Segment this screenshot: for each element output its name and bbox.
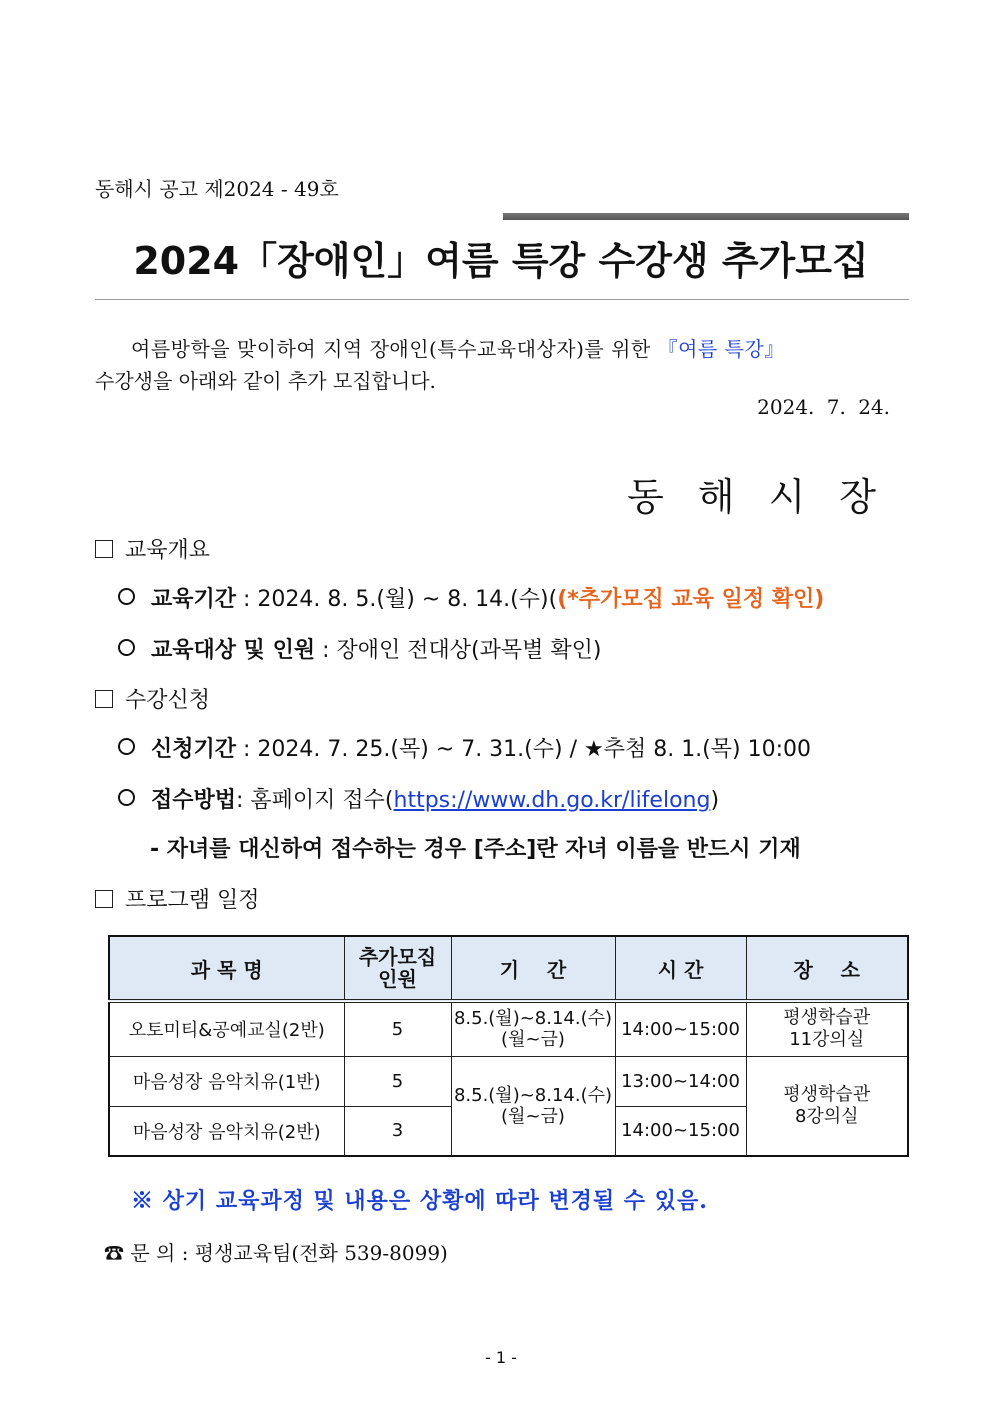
- schedule-table: [108, 935, 909, 1157]
- cell-count: 5: [344, 1056, 451, 1106]
- intro-line1: 여름방학을 맞이하여 지역 장애인(특수교육대상자)를 위한: [131, 337, 658, 361]
- overview-period-note: (*추가모집 교육 일정 확인): [557, 587, 825, 612]
- contact-info: ☎ 문 의 : 평생교육팀(전화 539-8099): [104, 1241, 448, 1265]
- application-period-label: 신청기간: [151, 737, 237, 762]
- header-subject: 과 목 명: [109, 936, 344, 1001]
- circle-bullet-icon: [118, 738, 135, 755]
- section-overview-label: 교육개요: [125, 538, 211, 563]
- intro-paragraph: [95, 333, 925, 397]
- title-accent-bar: [503, 213, 909, 220]
- table-row: [109, 1001, 908, 1056]
- header-period: 기 간: [451, 936, 615, 1001]
- section-application-label: 수강신청: [125, 688, 211, 713]
- checkbox-square-icon: [95, 890, 113, 908]
- overview-target-label: 교육대상 및 인원: [151, 638, 316, 663]
- header-count: 추가모집 인원: [344, 936, 451, 1001]
- cell-place: 평생학습관 11강의실: [746, 1001, 908, 1056]
- header-place: 장 소: [746, 936, 908, 1001]
- circle-bullet-icon: [118, 588, 135, 605]
- cell-time: 13:00~14:00: [615, 1056, 746, 1106]
- issuer-signature: 동해시장: [627, 475, 910, 519]
- application-method-close: ): [710, 788, 720, 813]
- overview-period-label: 교육기간: [151, 587, 237, 612]
- cell-place: 평생학습관 8강의실: [746, 1056, 908, 1156]
- application-method: [118, 783, 719, 814]
- notice-date: 2024. 7. 24.: [757, 395, 890, 419]
- application-period: [118, 732, 811, 763]
- page-number: - 1 -: [485, 1348, 517, 1367]
- section-schedule-heading: [95, 883, 260, 914]
- cell-subject: 마음성장 음악치유(2반): [109, 1106, 344, 1156]
- overview-target-value: : 장애인 전대상(과목별 확인): [315, 638, 602, 663]
- header-time: 시 간: [615, 936, 746, 1001]
- notice-number: 동해시 공고 제2024 - 49호: [95, 177, 339, 201]
- title-divider: [95, 299, 909, 300]
- cell-count: 5: [344, 1001, 451, 1056]
- table-row: [109, 1056, 908, 1106]
- cell-time: 14:00~15:00: [615, 1001, 746, 1056]
- checkbox-square-icon: [95, 540, 113, 558]
- circle-bullet-icon: [118, 789, 135, 806]
- section-overview-heading: [95, 533, 210, 564]
- cell-count: 3: [344, 1106, 451, 1156]
- homepage-link[interactable]: https://www.dh.go.kr/lifelong: [393, 788, 711, 813]
- application-method-label: 접수방법: [151, 788, 237, 813]
- cell-subject: 오토미티&공예교실(2반): [109, 1001, 344, 1056]
- section-application-heading: [95, 683, 210, 714]
- application-period-value: : 2024. 7. 25.(목) ~ 7. 31.(수) / ★추첨 8. 1.(목) 10:00: [236, 737, 811, 762]
- section-schedule-label: 프로그램 일정: [125, 888, 260, 913]
- checkbox-square-icon: [95, 690, 113, 708]
- application-sub-note: - 자녀를 대신하여 접수하는 경우 [주소]란 자녀 이름을 반드시 기재: [150, 837, 801, 862]
- overview-target: [118, 633, 601, 664]
- document-title: 2024「장애인」여름 특강 수강생 추가모집: [133, 239, 869, 283]
- overview-period: [118, 582, 824, 613]
- cell-time: 14:00~15:00: [615, 1106, 746, 1156]
- overview-period-value: : 2024. 8. 5.(월) ~ 8. 14.(수)(: [236, 587, 558, 612]
- cell-period: 8.5.(월)~8.14.(수) (월~금): [451, 1056, 615, 1156]
- cell-period: 8.5.(월)~8.14.(수) (월~금): [451, 1001, 615, 1056]
- application-method-value: : 홈페이지 접수(: [236, 788, 394, 813]
- circle-bullet-icon: [118, 639, 135, 656]
- intro-line2: 수강생을 아래와 같이 추가 모집합니다.: [95, 369, 436, 393]
- cell-subject: 마음성장 음악치유(1반): [109, 1056, 344, 1106]
- table-header-row: [109, 936, 908, 1001]
- change-notice: ※ 상기 교육과정 및 내용은 상황에 따라 변경될 수 있음.: [131, 1188, 708, 1214]
- intro-highlight: 『여름 특강』: [657, 337, 785, 361]
